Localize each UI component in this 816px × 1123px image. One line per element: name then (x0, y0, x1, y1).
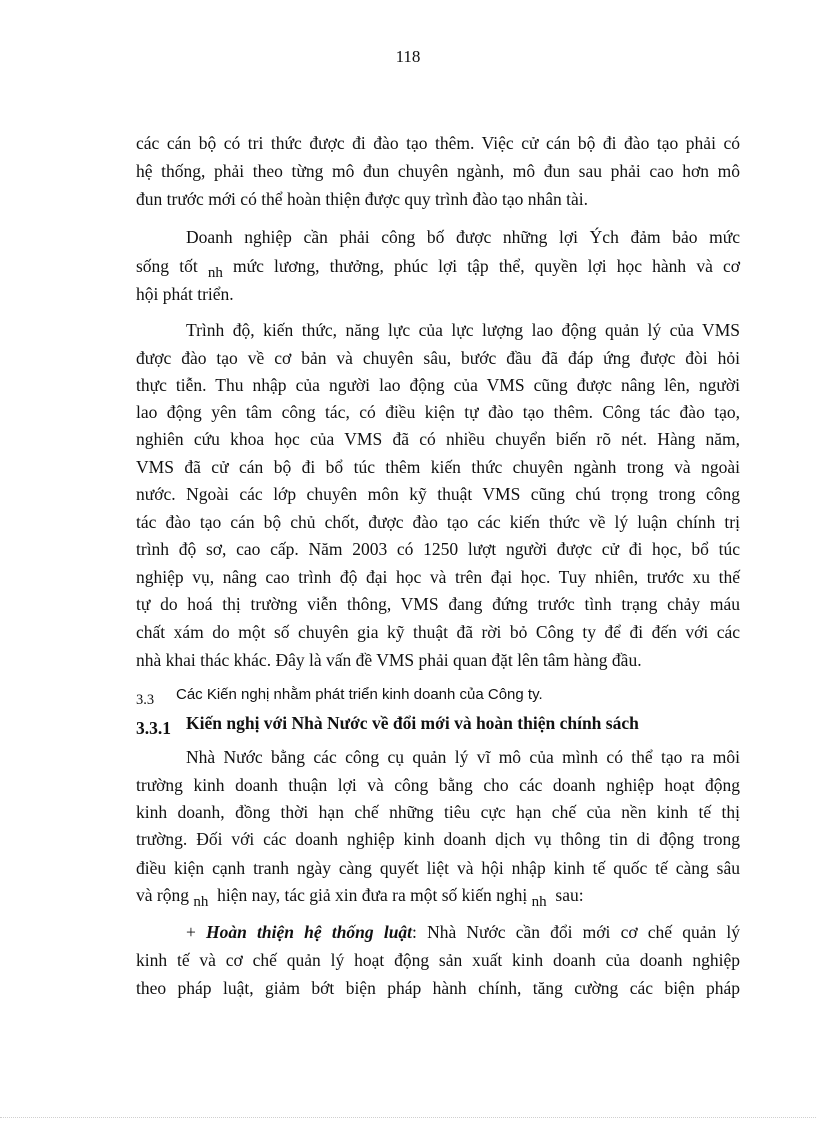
page-number: 118 (395, 47, 421, 66)
text-line: nghiên cứu khoa học của VMS đã có nhiều chuyển biến rõ nét. Hàng năm, (136, 429, 740, 449)
emphasis-text: Hoàn thiện hệ thống luật (206, 922, 413, 942)
text-run: và rộng (136, 885, 189, 905)
footer-divider (0, 1117, 816, 1118)
text-run: sau: (555, 885, 584, 905)
text-line: thực tiễn. Thu nhập của người lao động của VMS cũng được nâng lên, người (136, 375, 740, 395)
text-line: Doanh nghiệp cần phải công bố được những lợi Ých đảm bảo mức (186, 227, 740, 247)
text-run: + (186, 922, 207, 942)
section-number: 3.3 (136, 692, 155, 708)
text-line (186, 920, 740, 944)
text-line: được đào tạo về cơ bản và chuyên sâu, bước đầu đã đáp ứng được đòi hỏi (136, 348, 740, 368)
text-line: trường. Đối với các doanh nghiệp kinh doanh dịch vụ thông tin di động trong (136, 829, 740, 849)
text-line: điều kiện cạnh tranh ngày càng quyết liệt và hội nhập kinh tế quốc tế càng sâu (136, 858, 740, 878)
text-line: VMS đã cử cán bộ đi bổ túc thêm kiến thức chuyên ngành trong và ngoài (136, 457, 740, 477)
text-line: kinh doanh, đồng thời hạn chế những tiêu cực hạn chế của nền kinh tế thị (136, 802, 740, 822)
subscript-text: nh (531, 894, 547, 910)
text-line: trường kinh doanh thuận lợi và công bằng cho các doanh nghiệp hoạt động (136, 775, 740, 795)
text-line: Nhà Nước bằng các công cụ quản lý vĩ mô của mình có thể tạo ra môi (186, 747, 740, 767)
text-line: đun trước mới có thể hoàn thiện được quy trình đào tạo nhân tài. (136, 189, 589, 209)
text-line: hệ thống, phải theo từng mô đun chuyên ngành, mô đun sau phải cao hơn mô (136, 161, 740, 181)
text-line (136, 883, 740, 909)
text-line: lao động yên tâm công tác, có điều kiện tự đào tạo thêm. Công tác đào tạo, (136, 402, 740, 422)
text-line: nhà khai thác khác. Đây là vấn đề VMS phải quan đặt lên tâm hàng đầu. (136, 650, 642, 670)
text-line: tác đào tạo cán bộ chủ chốt, được đào tạo các kiến thức về lý luận chính trị (136, 512, 740, 532)
section-title: Các Kiến nghị nhằm phát triển kinh doanh của Công ty. (176, 686, 543, 703)
text-line (136, 254, 740, 280)
text-line: nước. Ngoài các lớp chuyên môn kỹ thuật VMS cũng chú trọng trong công (136, 484, 740, 504)
text-line: nghiệp vụ, nâng cao trình độ đại học và trên đại học. Tuy nhiên, trước xu thế (136, 567, 740, 587)
text-line: hội phát triển. (136, 284, 234, 304)
text-line: tự do hoá thị trường viễn thông, VMS đang đứng trước tình trạng chảy máu (136, 594, 740, 614)
text-line: Trình độ, kiến thức, năng lực của lực lượng lao động quản lý của VMS (186, 320, 740, 340)
subscript-text: nh (207, 265, 223, 281)
text-line: theo pháp luật, giảm bớt biện pháp hành chính, tăng cường các biện pháp (136, 978, 740, 998)
text-line: kinh tế và cơ chế quản lý hoạt động sản xuất kinh doanh của doanh nghiệp (136, 950, 740, 970)
text-run: hiện nay, tác giả xin đưa ra một số kiến nghị (217, 885, 528, 905)
text-run: : Nhà Nước cần đổi mới cơ chế quản lý (412, 922, 740, 942)
text-run: sống tốt (136, 256, 198, 276)
text-line: các cán bộ có tri thức được đi đào tạo thêm. Việc cử cán bộ đi đào tạo phải có (136, 133, 740, 153)
text-line: trình độ sơ, cao cấp. Năm 2003 có 1250 lượt người được cử đi học, bổ túc (136, 539, 740, 559)
subsection-number: 3.3.1 (136, 718, 171, 738)
text-line: chất xám do một số chuyên gia kỹ thuật đã rời bỏ Công ty để đi đến với các (136, 622, 740, 642)
subscript-text: nh (193, 894, 209, 910)
text-run: mức lương, thưởng, phúc lợi tập thể, quyền lợi học hành và cơ (233, 256, 741, 276)
subsection-title: Kiến nghị với Nhà Nước về đổi mới và hoàn thiện chính sách (186, 713, 639, 733)
